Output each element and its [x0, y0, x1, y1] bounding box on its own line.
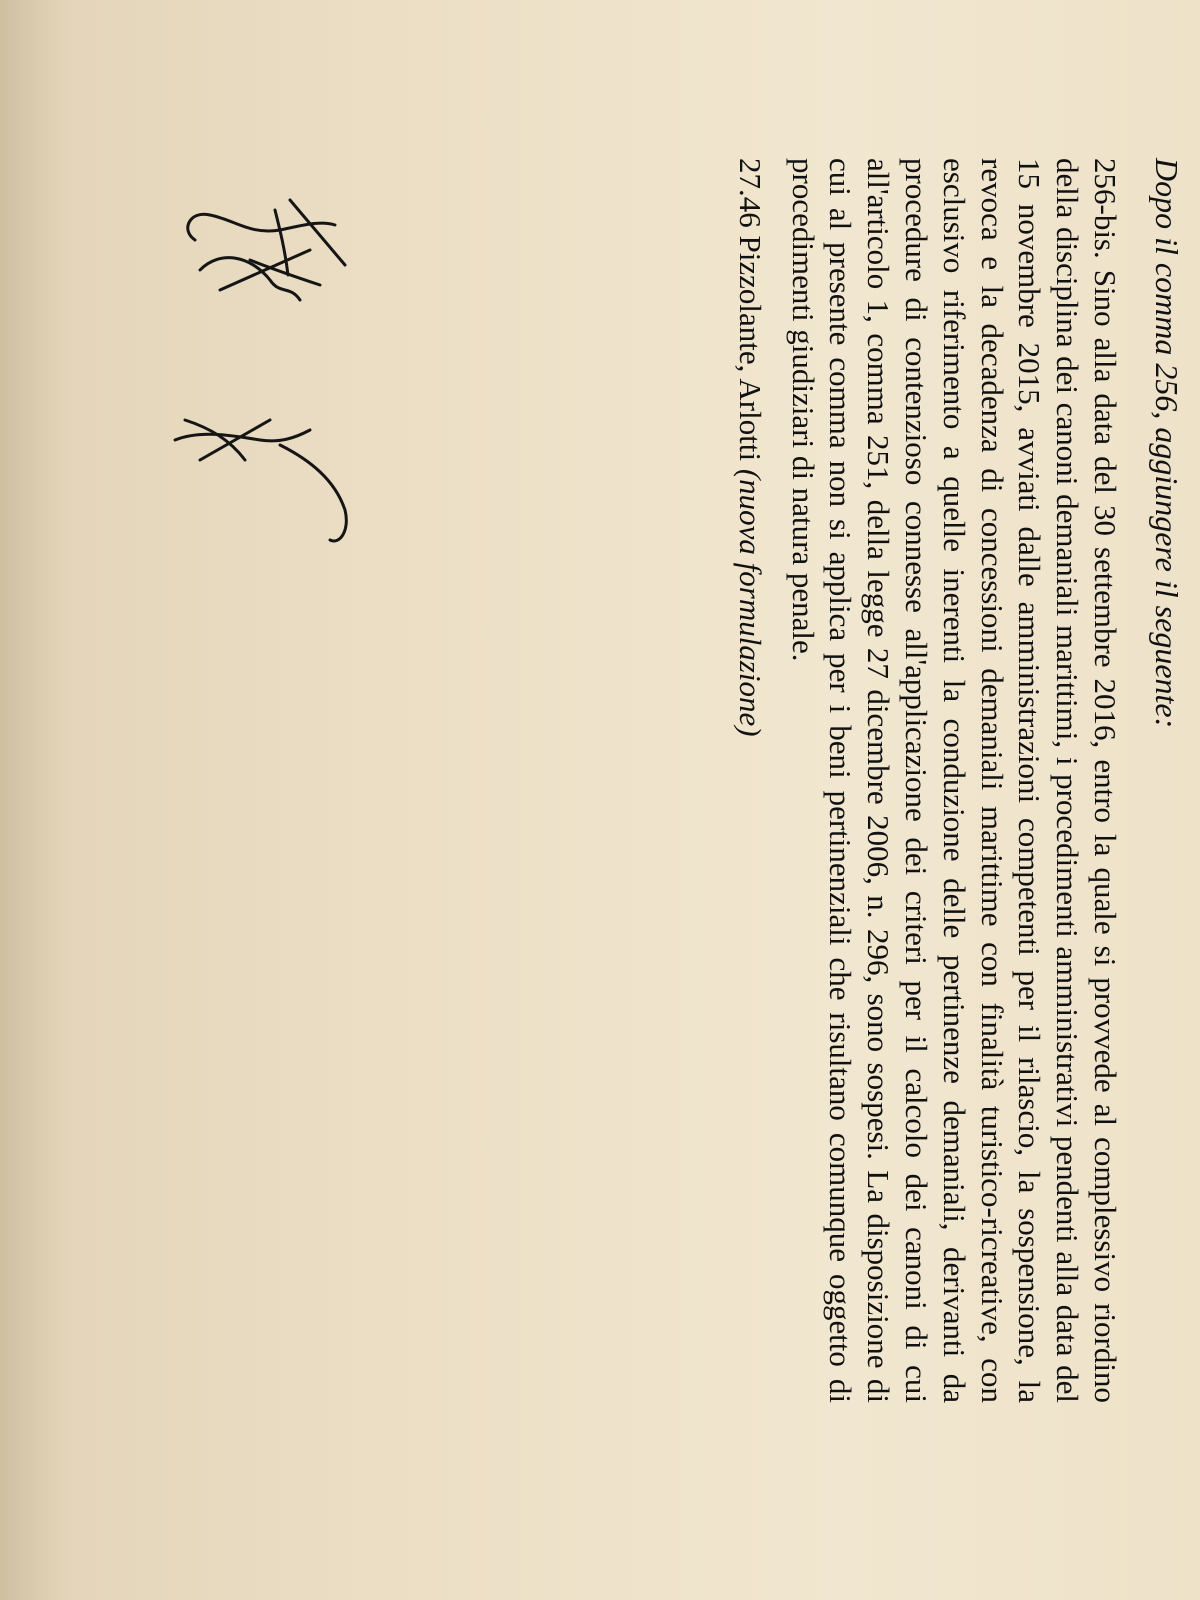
amendment-heading: Dopo il comma 256, aggiungere il seguente:: [1149, 158, 1185, 729]
signature-stroke: [185, 420, 245, 460]
signature-stroke: [200, 258, 300, 300]
signature-stroke: [200, 420, 270, 460]
rotated-text-block: [731, 158, 1185, 1478]
signature-stroke: [290, 200, 345, 265]
amendment-proposers: Pizzolante, Arlotti: [732, 235, 768, 462]
page-shadow: [0, 0, 70, 1600]
signature-stroke: [188, 214, 335, 240]
signature-stroke: [175, 430, 310, 441]
signature-stroke: [275, 210, 288, 275]
amendment-number: 27.46: [732, 158, 768, 228]
signature-stroke: [220, 250, 310, 290]
handwritten-signatures: [160, 190, 360, 610]
amendment-note: (nuova formulazione): [732, 468, 768, 737]
signature-stroke: [250, 260, 320, 285]
amendment-paragraph: 256-bis. Sino alla data del 30 settembre 2016, entro la quale si provvede al complessivo riordino della disciplina dei canoni demaniali marittimi, i procedimenti amministrativi pendenti alla data del 15 novembre 2015, avviati dalle amministrazioni competenti per il rilascio, la sospensione, la revoca e la decadenza di concessioni demaniali marittime con finalità turistico-ricreative, con esclusivo riferimento a quelle inerenti la conduzione delle pertinenze demaniali, derivanti da procedure di contenzioso connesse all'applicazione dei criteri per il calcolo dei canoni di cui all'articolo 1, comma 251, della legge 27 dicembre 2006, n. 296, sono sospesi. La disposizione di cui al presente comma non si applica per i beni pertinenziali che risultano comunque oggetto di procedimenti giudiziari di natura penale.: [785, 158, 1123, 1403]
amendment-reference: [731, 158, 769, 1478]
signature-stroke: [280, 445, 346, 541]
